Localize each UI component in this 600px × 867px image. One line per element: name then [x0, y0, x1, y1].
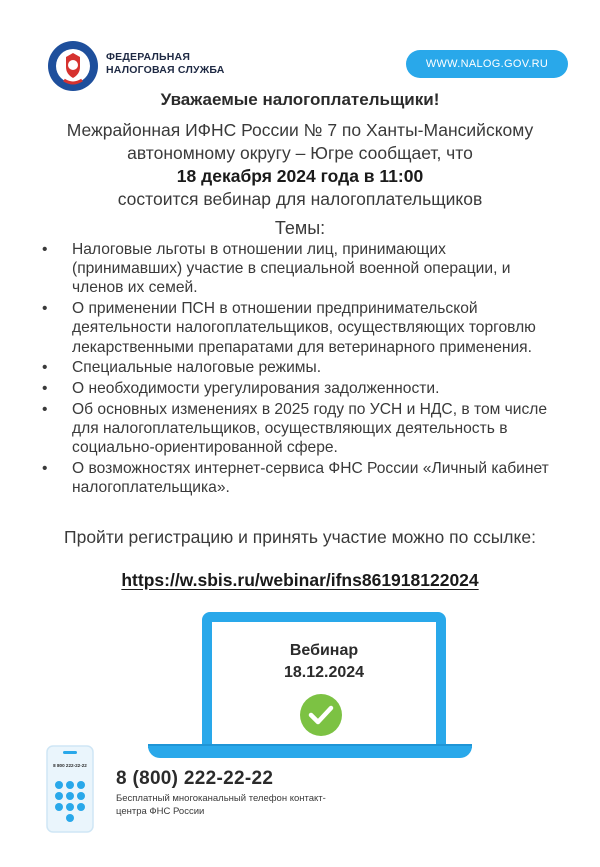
topics-heading: Темы: — [274, 218, 326, 238]
phone-description: Бесплатный многоканальный телефон контакт-центра ФНС России — [116, 793, 326, 817]
fns-emblem-icon — [47, 40, 99, 92]
laptop-screen — [202, 612, 446, 758]
registration-link[interactable]: https://w.sbis.ru/webinar/ifns861918122024 — [121, 570, 479, 590]
webinar-date: 18.12.2024 — [283, 664, 365, 681]
check-icon — [300, 694, 342, 736]
intro-line-1: Межрайонная ИФНС России № 7 по Ханты-Мансийскому — [66, 120, 534, 140]
org-name: ФЕДЕРАЛЬНАЯ НАЛОГОВАЯ СЛУЖБА — [106, 51, 225, 76]
intro-block — [0, 119, 600, 211]
topic-item: • О возможностях интернет-сервиса ФНС России «Личный кабинет налогоплательщика». — [40, 459, 560, 497]
event-date: 18 декабря 2024 года в 11:00 — [176, 166, 424, 186]
topic-item: • О необходимости урегулирования задолженности. — [40, 379, 560, 398]
topic-item: • Налоговые льготы в отношении лиц, принимающих (принимавших) участие в специальной военной операции, и членов их семей. — [40, 240, 560, 298]
topics-list — [40, 240, 560, 499]
intro-line-2: автономному округу – Югре сообщает, что — [127, 143, 473, 163]
intro-line-3: состоится вебинар для налогоплательщиков — [117, 189, 483, 209]
register-text: Пройти регистрацию и принять участие можно по ссылке: — [64, 527, 536, 547]
phone-icon-label: 8 800 222-22-22 — [53, 763, 87, 768]
webinar-title: Вебинар — [289, 642, 359, 659]
website-link-button[interactable]: WWW.NALOG.GOV.RU — [406, 50, 568, 78]
topic-item: • Специальные налоговые режимы. — [40, 358, 560, 377]
register-text-block — [0, 526, 600, 548]
topic-item: • О применении ПСН в отношении предпринимательской деятельности налогоплательщиков, осуществляющих торговлю лекарственными препаратами для ветеринарного применения. — [40, 299, 560, 357]
phone-keypad-icon — [46, 745, 94, 833]
laptop-base — [148, 746, 472, 758]
topic-item: • Об основных изменениях в 2025 году по УСН и НДС, в том числе для налогоплательщиков, осуществляющих деятельность в социально-ориентированной сфере. — [40, 400, 560, 458]
phone-number[interactable]: 8 (800) 222-22-22 — [116, 768, 274, 789]
greeting-heading: Уважаемые налогоплательщики! — [160, 90, 440, 109]
